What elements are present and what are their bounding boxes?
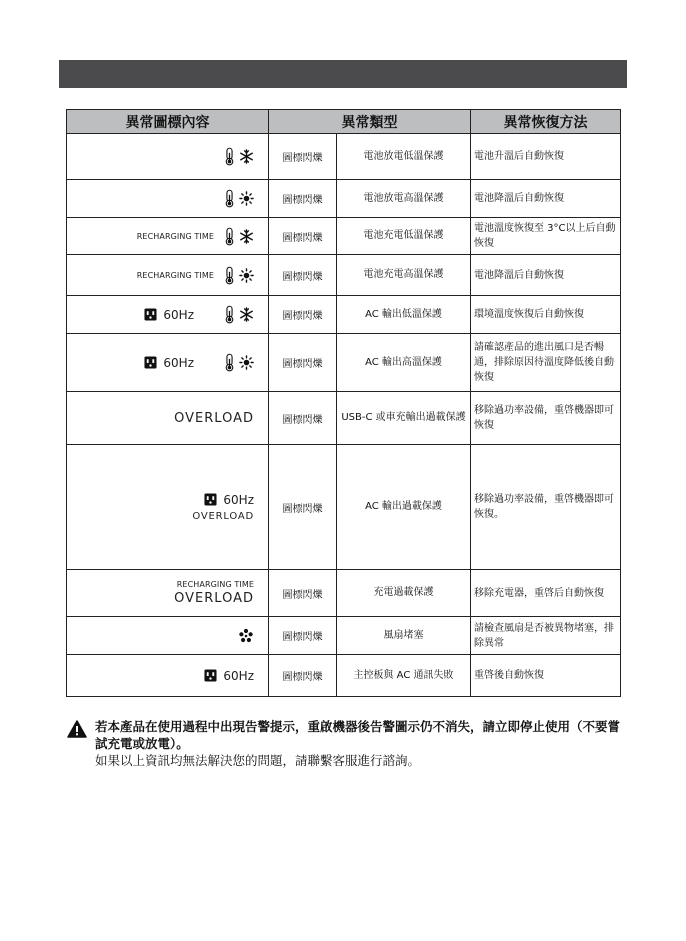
warning-bold-text: 若本產品在使用過程中出現告警提示，重啟機器後告警圖示仍不消失，請立即停止使用（不要嘗試充電或放電）。	[95, 719, 621, 751]
table-row	[67, 392, 621, 445]
icon-cell	[67, 570, 269, 617]
flash-status: 圖標閃爍	[269, 655, 337, 697]
thermometer-icon	[224, 189, 235, 208]
table-row	[67, 655, 621, 697]
recharging-time-label: RECHARGING TIME	[136, 231, 214, 241]
thermometer-icon	[224, 266, 235, 285]
overload-label: OVERLOAD	[192, 510, 254, 522]
ac-outlet-icon	[144, 308, 157, 321]
error-type: 主控板與 AC 通訊失敗	[337, 655, 471, 697]
table-row	[67, 617, 621, 655]
header-recovery-method: 異常恢復方法	[471, 110, 621, 134]
recovery-method: 移除過功率設備，重啓機器即可恢復。	[471, 445, 621, 570]
error-type: 風扇堵塞	[337, 617, 471, 655]
table-row	[67, 334, 621, 392]
hz-label: 60Hz	[223, 668, 254, 683]
thermometer-icon	[224, 147, 235, 166]
recovery-method: 重啓後自動恢復	[471, 655, 621, 697]
warning-contact-text: 如果以上資訊均無法解決您的問題，請聯繫客服進行諮詢。	[95, 753, 421, 768]
error-type: 充電過載保護	[337, 570, 471, 617]
error-type: 電池放電高溫保護	[337, 180, 471, 218]
icon-cell	[67, 180, 269, 218]
table-row	[67, 255, 621, 296]
warning-icon	[67, 720, 87, 738]
table-row	[67, 218, 621, 255]
flash-status: 圖標閃爍	[269, 180, 337, 218]
recovery-method: 電池溫度恢復至 3°C以上后自動恢復	[471, 218, 621, 255]
table-row	[67, 134, 621, 180]
icon-cell	[67, 617, 269, 655]
snowflake-icon	[239, 229, 254, 244]
flash-status: 圖標閃爍	[269, 392, 337, 445]
error-type: AC 輸出高溫保護	[337, 334, 471, 392]
header-error-type: 異常類型	[269, 110, 471, 134]
error-table	[66, 109, 621, 697]
recovery-method: 移除充電器，重啓后自動恢復	[471, 570, 621, 617]
hz-label: 60Hz	[163, 307, 194, 322]
error-type: AC 輸出低溫保護	[337, 296, 471, 334]
recharging-time-label: RECHARGING TIME	[176, 580, 254, 589]
thermometer-icon	[224, 353, 235, 372]
icon-cell	[67, 255, 269, 296]
overload-label: OVERLOAD	[174, 410, 254, 426]
flash-status: 圖標閃爍	[269, 617, 337, 655]
top-banner	[59, 60, 627, 88]
flash-status: 圖標閃爍	[269, 334, 337, 392]
icon-cell	[67, 134, 269, 180]
icon-cell	[67, 334, 269, 392]
recovery-method: 請檢查風扇是否被異物堵塞，排除異常	[471, 617, 621, 655]
thermometer-icon	[224, 305, 235, 324]
table-header-row	[67, 110, 621, 134]
table-row	[67, 180, 621, 218]
icon-cell	[67, 218, 269, 255]
error-type: AC 輸出過載保護	[337, 445, 471, 570]
error-type: 電池放電低溫保護	[337, 134, 471, 180]
hz-label: 60Hz	[163, 355, 194, 370]
thermometer-icon	[224, 227, 235, 246]
flash-status: 圖標閃爍	[269, 134, 337, 180]
fan-icon	[238, 628, 254, 644]
flash-status: 圖標閃爍	[269, 445, 337, 570]
recovery-method: 電池升溫后自動恢復	[471, 134, 621, 180]
ac-frequency-indicator	[204, 493, 254, 507]
ac-frequency-indicator	[204, 669, 254, 683]
flash-status: 圖標閃爍	[269, 570, 337, 617]
flash-status: 圖標閃爍	[269, 255, 337, 296]
hz-label: 60Hz	[223, 492, 254, 507]
flash-status: 圖標閃爍	[269, 296, 337, 334]
recovery-method: 電池降溫后自動恢復	[471, 180, 621, 218]
error-type: 電池充電低溫保護	[337, 218, 471, 255]
overload-label: OVERLOAD	[174, 591, 254, 606]
ac-outlet-icon	[144, 356, 157, 369]
icon-cell	[67, 655, 269, 697]
sun-icon	[239, 191, 254, 206]
sun-icon	[239, 355, 254, 370]
recovery-method: 電池降溫后自動恢復	[471, 255, 621, 296]
error-type: USB-C 或車充輸出過載保護	[337, 392, 471, 445]
table-row	[67, 445, 621, 570]
recovery-method: 環境溫度恢復后自動恢復	[471, 296, 621, 334]
icon-cell	[67, 445, 269, 570]
error-type: 電池充電高溫保護	[337, 255, 471, 296]
ac-outlet-icon	[204, 669, 217, 682]
recharging-time-label: RECHARGING TIME	[136, 270, 214, 280]
sun-icon	[239, 268, 254, 283]
ac-frequency-indicator	[144, 356, 194, 370]
ac-outlet-icon	[204, 493, 217, 506]
table-row	[67, 570, 621, 617]
table-row	[67, 296, 621, 334]
icon-cell	[67, 392, 269, 445]
snowflake-icon	[239, 307, 254, 322]
header-icon-content: 異常圖標內容	[67, 110, 269, 134]
recovery-method: 移除過功率設備，重啓機器即可恢復	[471, 392, 621, 445]
snowflake-icon	[239, 149, 254, 164]
icon-cell	[67, 296, 269, 334]
flash-status: 圖標閃爍	[269, 218, 337, 255]
recovery-method: 請確認產品的進出風口是否暢通，排除原因待溫度降低後自動恢復	[471, 334, 621, 392]
ac-frequency-indicator	[144, 308, 194, 322]
warning-note	[95, 718, 623, 769]
